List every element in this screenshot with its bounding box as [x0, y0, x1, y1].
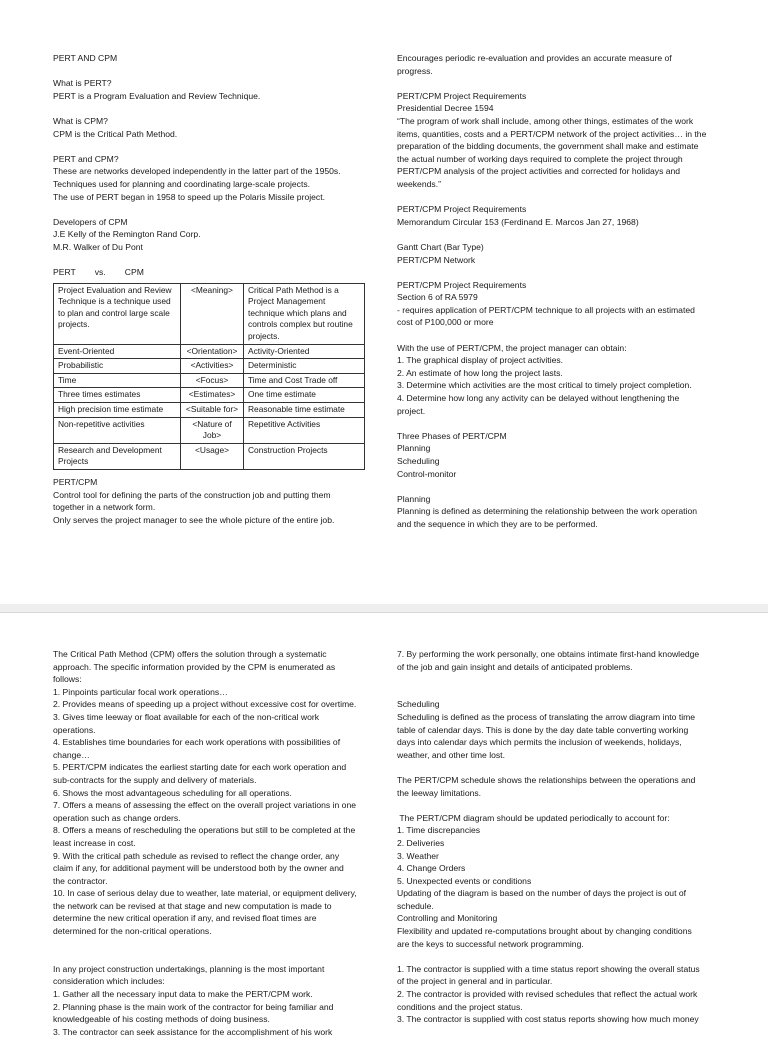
text-line: Memorandum Circular 153 (Ferdinand E. Marcos Jan 27, 1968) — [397, 216, 639, 227]
text-line: PERT and CPM? — [53, 153, 119, 164]
page2-left-text — [53, 648, 368, 1038]
cpm-cell: Deterministic — [244, 359, 365, 374]
text-line: 4. Change Orders — [397, 863, 466, 874]
text-line: determined for the non-critical operations. — [53, 926, 212, 937]
blank-line — [53, 254, 368, 267]
table-row — [54, 443, 365, 469]
text-line: approach. The specific information provided by the CPM is enumerated as — [53, 661, 336, 672]
text-line: Encourages periodic re-evaluation and provides an accurate measure of — [397, 53, 672, 63]
text-line: Section 6 of RA 5979 — [397, 292, 478, 303]
blank-line — [53, 65, 368, 78]
text-line: schedule. — [397, 900, 434, 911]
text-line: With the use of PERT/CPM, the project manager can obtain: — [397, 342, 627, 353]
cpm-cell: Reasonable time estimate — [244, 403, 365, 418]
blank-line — [397, 266, 717, 279]
text-line: of the project in general and in particular. — [397, 976, 553, 987]
text-line: 6. Shows the most advantageous scheduling for all operations. — [53, 787, 292, 798]
text-line: operation such as change orders. — [53, 812, 181, 823]
table-row — [54, 388, 365, 403]
text-line: Control-monitor — [397, 468, 457, 479]
cpm-cell: Repetitive Activities — [244, 417, 365, 443]
text-line: Only serves the project manager to see the whole picture of the entire job. — [53, 514, 335, 525]
blank-line — [397, 480, 717, 493]
criterion-cell: <Focus> — [181, 373, 244, 388]
table-row — [54, 344, 365, 359]
cpm-cell: One time estimate — [244, 388, 365, 403]
pert-cell: Event-Oriented — [54, 344, 181, 359]
text-line: PERT/CPM Project Requirements — [397, 90, 527, 101]
text-line: are the keys to successful network programming. — [397, 938, 584, 949]
page1-right-text — [397, 52, 717, 531]
text-line: project. — [397, 405, 426, 416]
text-line: 2. Planning phase is the main work of the contractor for being familiar and — [53, 1001, 334, 1012]
text-line: In any project construction undertakings, planning is the most important — [53, 963, 325, 974]
criterion-cell: <Usage> — [181, 443, 244, 469]
blank-line — [53, 140, 368, 153]
text-line: 3. The contractor can seek assistance for the accomplishment of his work — [53, 1026, 333, 1037]
text-line: 7. By performing the work personally, one obtains intimate first-hand knowledge — [397, 649, 700, 659]
text-line: operations. — [53, 724, 96, 735]
text-line: 3. Determine which activities are the most critical to timely project completion. — [397, 380, 692, 391]
text-line: PERT/CPM — [53, 477, 98, 487]
pert-cell: Time — [54, 373, 181, 388]
blank-line — [53, 102, 368, 115]
text-line: together in a network form. — [53, 502, 156, 513]
cpm-cell: Construction Projects — [244, 443, 365, 469]
text-line: Controlling and Monitoring — [397, 913, 498, 924]
text-line: 2. The contractor is provided with revised schedules that reflect the actual work — [397, 989, 698, 1000]
text-line: the network can be revised at that stage and new computation is made to — [53, 900, 332, 911]
text-line: 7. Offers a means of assessing the effect on the overall project variations in one — [53, 800, 357, 811]
table-row — [54, 403, 365, 418]
pert-cell: Non-repetitive activities — [54, 417, 181, 443]
text-line: progress. — [397, 65, 433, 76]
text-line: Gantt Chart (Bar Type) — [397, 241, 484, 252]
text-line: PERT/CPM analysis of the project activities and corrected for holidays and — [397, 166, 681, 177]
text-line: cost of P100,000 or more — [397, 317, 494, 328]
text-line: Flexibility and updated re-computations brought about by changing conditions — [397, 926, 692, 937]
pert-cell: Three times estimates — [54, 388, 181, 403]
criterion-cell: <Nature of Job> — [181, 417, 244, 443]
text-line: 4. Determine how long any activity can be delayed without lengthening the — [397, 393, 680, 404]
criterion-cell: <Suitable for> — [181, 403, 244, 418]
text-line: CPM is the Critical Path Method. — [53, 128, 178, 139]
text-line: 5. Unexpected events or conditions — [397, 875, 532, 886]
text-line: of the job and gain insight and details of anticipated problems. — [397, 661, 633, 672]
text-line: 3. Gives time leeway or float available for each of the non-critical work — [53, 711, 320, 722]
blank-line — [397, 673, 717, 686]
blank-line — [397, 329, 717, 342]
text-line: sub-contracts for the supply and delivery of materials. — [53, 774, 257, 785]
pert-vs-cpm-table — [53, 283, 365, 470]
text-line: follows: — [53, 674, 82, 685]
cpm-cell: Activity-Oriented — [244, 344, 365, 359]
text-line: PERT/CPM Network — [397, 254, 476, 265]
text-line: Scheduling is defined as the process of translating the arrow diagram into time — [397, 711, 696, 722]
text-line: conditions and the project status. — [397, 1001, 523, 1012]
criterion-cell: <Orientation> — [181, 344, 244, 359]
text-line: Control tool for defining the parts of the construction job and putting them — [53, 489, 331, 500]
page-separator — [0, 604, 768, 612]
text-line: What is CPM? — [53, 115, 108, 126]
text-line: 3. Weather — [397, 850, 439, 861]
text-line: 1. Time discrepancies — [397, 825, 481, 836]
page1-left-text — [53, 52, 368, 279]
text-line: PERT/CPM Project Requirements — [397, 279, 527, 290]
table-row — [54, 373, 365, 388]
text-line: Techniques used for planning and coordinating large-scale projects. — [53, 178, 311, 189]
text-line: The PERT/CPM diagram should be updated periodically to account for: — [397, 812, 670, 823]
page2-left-column — [53, 648, 368, 1038]
text-line: Scheduling — [397, 699, 440, 710]
table-row — [54, 359, 365, 374]
text-line: table of calendar days. This is done by the day date table converting working — [397, 724, 689, 735]
pert-cell: Project Evaluation and Review Technique is a technique used to plan and control large scale projects. — [54, 283, 181, 344]
criterion-cell: <Estimates> — [181, 388, 244, 403]
text-line: 1. Gather all the necessary input data to make the PERT/CPM work. — [53, 989, 313, 1000]
blank-line — [397, 950, 717, 963]
page2-right-column — [397, 648, 717, 1026]
page2-right-text — [397, 648, 717, 1026]
text-line: J.E Kelly of the Remington Rand Corp. — [53, 229, 201, 240]
text-line: and the sequence in which they are to be performed. — [397, 518, 598, 529]
text-line: 1. Pinpoints particular focal work operations… — [53, 686, 228, 697]
text-line: 5. PERT/CPM indicates the earliest starting date for each work operation and — [53, 762, 347, 773]
text-line: PERT vs. CPM — [53, 267, 144, 278]
text-line: Three Phases of PERT/CPM — [397, 430, 507, 441]
pert-cell: Probabilistic — [54, 359, 181, 374]
pert-cell: High precision time estimate — [54, 403, 181, 418]
text-line: 8. Offers a means of rescheduling the operations but still to be completed at the — [53, 825, 356, 836]
text-line: “The program of work shall include, among other things, estimates of the work — [397, 115, 694, 126]
text-line: The PERT/CPM schedule shows the relationships between the operations and — [397, 774, 696, 785]
blank-line — [397, 417, 717, 430]
blank-line — [397, 799, 717, 812]
text-line: M.R. Walker of Du Pont — [53, 241, 143, 252]
text-line: weekends.” — [397, 178, 441, 189]
text-line: 9. With the critical path schedule as revised to reflect the change order, any — [53, 850, 340, 861]
text-line: items, quantities, costs and a PERT/CPM network of the project activities… in the — [397, 128, 707, 139]
text-line: 2. Provides means of speeding up a project without excessive cost for overtime. — [53, 699, 357, 710]
document-page-2 — [0, 612, 768, 1037]
cpm-cell: Time and Cost Trade off — [244, 373, 365, 388]
text-line: These are networks developed independently in the latter part of the 1950s. — [53, 166, 341, 177]
criterion-cell: <Meaning> — [181, 283, 244, 344]
text-line: claim if any, for additional payment will be understood both by the owner and — [53, 863, 344, 874]
text-line: Planning — [397, 443, 431, 454]
text-line: Planning — [397, 493, 431, 504]
text-line: PERT/CPM Project Requirements — [397, 204, 527, 215]
blank-line — [397, 191, 717, 204]
text-line: 1. The graphical display of project activities. — [397, 355, 564, 366]
text-line: Updating of the diagram is based on the number of days the project is out of — [397, 888, 687, 899]
text-line: 4. Establishes time boundaries for each work operations with possibilities of change… — [53, 737, 343, 760]
text-line: consideration which includes: — [53, 976, 165, 987]
text-line: What is PERT? — [53, 78, 112, 89]
criterion-cell: <Activities> — [181, 359, 244, 374]
blank-line — [53, 203, 368, 216]
text-line: least increase in cost. — [53, 837, 136, 848]
text-line: Presidential Decree 1594 — [397, 103, 494, 114]
text-line: Developers of CPM — [53, 216, 128, 227]
page1-left-column — [53, 52, 368, 526]
table-row — [54, 417, 365, 443]
text-line: Scheduling — [397, 456, 440, 466]
blank-line — [53, 938, 368, 951]
text-line: 2. An estimate of how long the project lasts. — [397, 367, 563, 378]
text-line: the actual number of working days required to complete the project through — [397, 153, 683, 164]
text-line: 10. In case of serious delay due to weather, late material, or equipment delivery, — [53, 888, 357, 899]
text-line: The Critical Path Method (CPM) offers the solution through a systematic — [53, 649, 327, 659]
text-line: Planning is defined as determining the relationship between the work operation — [397, 506, 698, 517]
blank-line — [397, 686, 717, 699]
blank-line — [53, 950, 368, 963]
text-line: preparation of the bidding documents, the government shall make and estimate — [397, 141, 699, 152]
blank-line — [397, 761, 717, 774]
text-line: determine the new critical operation if any, and revised float times are — [53, 913, 317, 924]
text-line: PERT AND CPM — [53, 53, 118, 63]
blank-line — [397, 228, 717, 241]
page1-left-after-table — [53, 476, 368, 526]
table-row — [54, 283, 365, 344]
pert-cell: Research and Development Projects — [54, 443, 181, 469]
text-line: the leeway limitations. — [397, 787, 482, 798]
cpm-cell: Critical Path Method is a Project Management technique which plans and controls complex but routine projects. — [244, 283, 365, 344]
text-line: PERT is a Program Evaluation and Review Technique. — [53, 90, 261, 101]
page1-right-column — [397, 52, 717, 531]
text-line: knowledgeable of his costing methods of doing business. — [53, 1014, 270, 1025]
text-line: days into calendar days which permits the inclusion of weekends, holidays, — [397, 737, 682, 748]
text-line: weather, and other time lost. — [397, 749, 505, 760]
text-line: The use of PERT began in 1958 to speed up the Polaris Missile project. — [53, 191, 325, 202]
text-line: the contractor. — [53, 875, 108, 886]
blank-line — [397, 77, 717, 90]
text-line: 1. The contractor is supplied with a time status report showing the overall status — [397, 963, 700, 974]
text-line: 3. The contractor is supplied with cost status reports showing how much money — [397, 1014, 699, 1025]
text-line: - requires application of PERT/CPM technique to all projects with an estimated — [397, 304, 695, 315]
text-line: 2. Deliveries — [397, 837, 445, 848]
